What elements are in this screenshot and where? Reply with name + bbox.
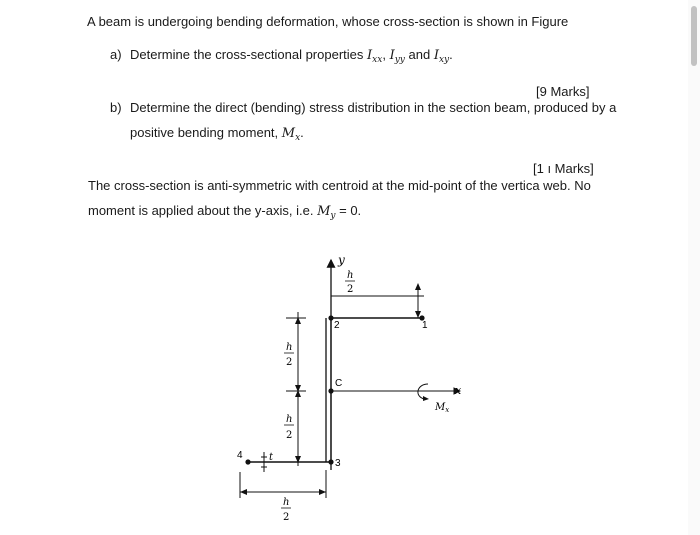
ixy-symbol: $I_{xy}$ xyxy=(433,48,450,65)
moment-label: $M_x$ xyxy=(435,402,450,414)
top-dim-2: 2 xyxy=(347,284,354,295)
point-3-label: 3 xyxy=(335,458,341,469)
my-symbol: $M_y$ xyxy=(317,204,336,221)
vertical-scrollbar[interactable] xyxy=(688,0,700,535)
x-axis-label: x xyxy=(455,384,462,397)
upper-web-dim-h: h xyxy=(286,342,293,353)
point-3-dot xyxy=(328,459,333,464)
mx-symbol: $M_x$ xyxy=(281,126,301,143)
marks-b: [1 ı Marks] xyxy=(533,161,594,176)
bottom-dim-2: 2 xyxy=(283,512,290,523)
part-a-text: Determine the cross-sectional properties xyxy=(130,47,364,62)
part-b-line1: Determine the direct (bending) stress distribution in the section beam, produced by a xyxy=(130,100,617,115)
point-4-dot xyxy=(245,459,250,464)
intro-text: A beam is undergoing bending deformation, whose cross-section is shown in Figure xyxy=(87,14,569,29)
part-a-question: Determine the cross-sectional properties $I_{xx}$, $I_{yy}$ and $I_{xy}$. xyxy=(130,47,453,65)
part-b-label: b) xyxy=(110,100,122,115)
y-axis-label: y xyxy=(338,253,345,267)
lower-web-dim-h: h xyxy=(286,414,293,425)
point-1-label: 1 xyxy=(422,320,428,331)
scrollbar-thumb[interactable] xyxy=(691,6,697,66)
point-2-label: 2 xyxy=(334,320,340,331)
lower-web-dim-2: 2 xyxy=(286,430,293,441)
ixx-symbol: $I_{xx}$ xyxy=(367,48,383,65)
bottom-dim-h: h xyxy=(283,497,290,508)
note-line2: moment is applied about the y-axis, i.e. $M_y = 0$. xyxy=(88,203,362,221)
part-a-label: a) xyxy=(110,47,122,62)
iyy-symbol: $I_{yy}$ xyxy=(389,48,405,65)
centroid-label: C xyxy=(335,378,343,389)
note-line1: The cross-section is anti-symmetric with centroid at the mid-point of the vertica web. No xyxy=(88,178,591,193)
top-dim-h: h xyxy=(347,270,354,281)
and-word: and xyxy=(408,47,431,62)
marks-a: [9 Marks] xyxy=(536,84,590,99)
point-4-label: 4 xyxy=(237,450,243,461)
upper-web-dim-2: 2 xyxy=(286,357,293,368)
thickness-label: t xyxy=(269,452,274,463)
part-b-line2: positive bending moment, $M_x$. xyxy=(130,125,304,143)
